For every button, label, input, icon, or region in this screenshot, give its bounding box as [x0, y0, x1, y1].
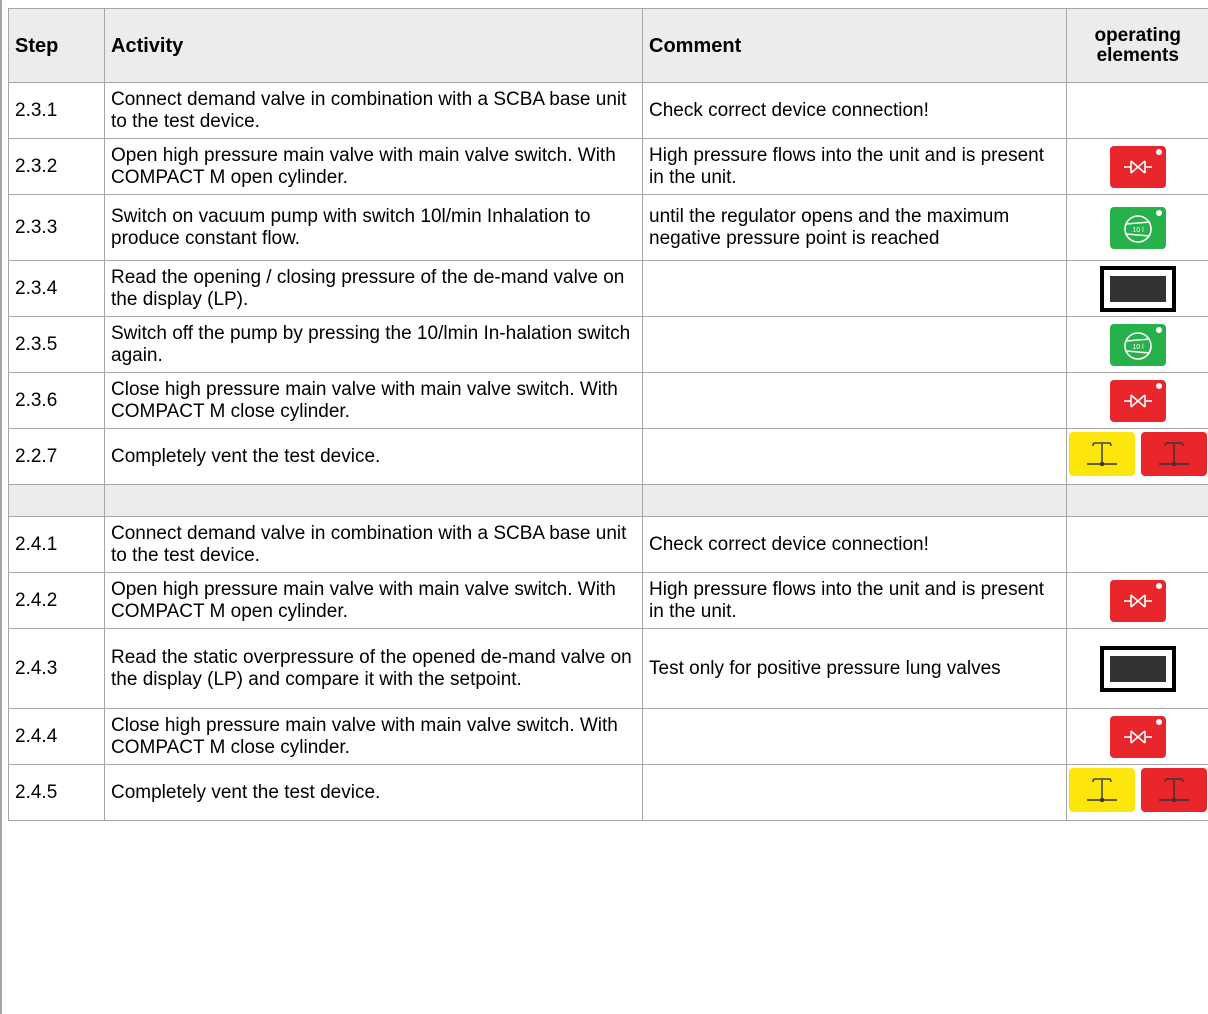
table-row [9, 765, 1208, 821]
step-cell: 2.2.7 [9, 429, 105, 485]
operating-element-cell [1067, 517, 1208, 573]
table-row [9, 573, 1208, 629]
indicator-dot [1156, 383, 1162, 389]
indicator-dot [1156, 149, 1162, 155]
comment-cell: until the regulator opens and the maximum negative pressure point is reached [643, 195, 1067, 261]
step-cell: 2.3.4 [9, 261, 105, 317]
vent-yellow-switch-icon[interactable] [1069, 432, 1135, 476]
operating-element-cell [1067, 317, 1208, 373]
operating-element-cell [1067, 629, 1208, 709]
comment-cell [643, 765, 1067, 821]
header-step: Step [9, 9, 105, 83]
activity-cell [105, 485, 643, 517]
comment-cell [643, 709, 1067, 765]
comment-cell: High pressure flows into the unit and is present in the unit. [643, 139, 1067, 195]
step-cell: 2.4.5 [9, 765, 105, 821]
activity-cell: Close high pressure main valve with main valve switch. With COMPACT M close cylinder. [105, 709, 643, 765]
table-row [9, 139, 1208, 195]
svg-text:10 l: 10 l [1132, 226, 1144, 234]
activity-cell: Open high pressure main valve with main valve switch. With COMPACT M open cylinder. [105, 573, 643, 629]
table-body [9, 83, 1208, 821]
step-cell: 2.3.1 [9, 83, 105, 139]
step-cell: 2.3.2 [9, 139, 105, 195]
comment-cell: Test only for positive pressure lung valves [643, 629, 1067, 709]
table-row [9, 429, 1208, 485]
activity-cell: Connect demand valve in combination with a SCBA base unit to the test device. [105, 517, 643, 573]
step-cell: 2.3.5 [9, 317, 105, 373]
valve-switch-icon[interactable] [1110, 146, 1166, 188]
step-cell: 2.4.2 [9, 573, 105, 629]
step-cell: 2.4.4 [9, 709, 105, 765]
vent-switch-pair [1069, 432, 1207, 476]
activity-cell: Completely vent the test device. [105, 765, 643, 821]
step-cell: 2.3.6 [9, 373, 105, 429]
table-row [9, 485, 1208, 517]
comment-cell [643, 485, 1067, 517]
procedure-table [8, 8, 1208, 821]
operating-element-cell [1067, 429, 1208, 485]
table-row [9, 83, 1208, 139]
comment-cell: Check correct device connection! [643, 517, 1067, 573]
step-cell: 2.4.1 [9, 517, 105, 573]
operating-element-cell [1067, 709, 1208, 765]
table-row [9, 317, 1208, 373]
comment-cell: Check correct device connection! [643, 83, 1067, 139]
valve-switch-icon[interactable] [1110, 380, 1166, 422]
activity-cell: Open high pressure main valve with main valve switch. With COMPACT M open cylinder. [105, 139, 643, 195]
operating-element-cell [1067, 195, 1208, 261]
comment-cell [643, 261, 1067, 317]
step-cell: 2.3.3 [9, 195, 105, 261]
activity-cell: Read the static overpressure of the opened de-mand valve on the display (LP) and compare it with the setpoint. [105, 629, 643, 709]
svg-text:10 l: 10 l [1132, 343, 1144, 351]
operating-element-cell [1067, 485, 1208, 517]
activity-cell: Read the opening / closing pressure of the de-mand valve on the display (LP). [105, 261, 643, 317]
table-row [9, 261, 1208, 317]
display-icon [1100, 646, 1176, 692]
operating-element-cell [1067, 139, 1208, 195]
indicator-dot [1156, 210, 1162, 216]
activity-cell: Switch on vacuum pump with switch 10l/min Inhalation to produce constant flow. [105, 195, 643, 261]
table-row [9, 195, 1208, 261]
display-icon [1100, 266, 1176, 312]
operating-element-cell [1067, 261, 1208, 317]
activity-cell: Switch off the pump by pressing the 10/lmin In-halation switch again. [105, 317, 643, 373]
vent-switch-pair [1069, 768, 1207, 812]
comment-cell [643, 373, 1067, 429]
table-row [9, 517, 1208, 573]
vent-yellow-switch-icon[interactable] [1069, 768, 1135, 812]
activity-cell: Connect demand valve in combination with a SCBA base unit to the test device. [105, 83, 643, 139]
comment-cell [643, 429, 1067, 485]
step-cell [9, 485, 105, 517]
comment-cell [643, 317, 1067, 373]
step-cell: 2.4.3 [9, 629, 105, 709]
header-operating-elements: operating elements [1067, 9, 1208, 83]
table-row [9, 373, 1208, 429]
activity-cell: Completely vent the test device. [105, 429, 643, 485]
comment-cell: High pressure flows into the unit and is present in the unit. [643, 573, 1067, 629]
operating-element-cell [1067, 765, 1208, 821]
indicator-dot [1156, 583, 1162, 589]
pump-switch-icon[interactable] [1110, 324, 1166, 366]
table-row [9, 709, 1208, 765]
header-comment: Comment [643, 9, 1067, 83]
valve-switch-icon[interactable] [1110, 716, 1166, 758]
valve-switch-icon[interactable] [1110, 580, 1166, 622]
activity-cell: Close high pressure main valve with main valve switch. With COMPACT M close cylinder. [105, 373, 643, 429]
operating-element-cell [1067, 83, 1208, 139]
indicator-dot [1156, 327, 1162, 333]
operating-element-cell [1067, 373, 1208, 429]
pump-switch-icon[interactable] [1110, 207, 1166, 249]
vent-red-switch-icon[interactable] [1141, 768, 1207, 812]
operating-element-cell [1067, 573, 1208, 629]
header-activity: Activity [105, 9, 643, 83]
indicator-dot [1156, 719, 1162, 725]
header-row [9, 9, 1208, 83]
table-row [9, 629, 1208, 709]
vent-red-switch-icon[interactable] [1141, 432, 1207, 476]
